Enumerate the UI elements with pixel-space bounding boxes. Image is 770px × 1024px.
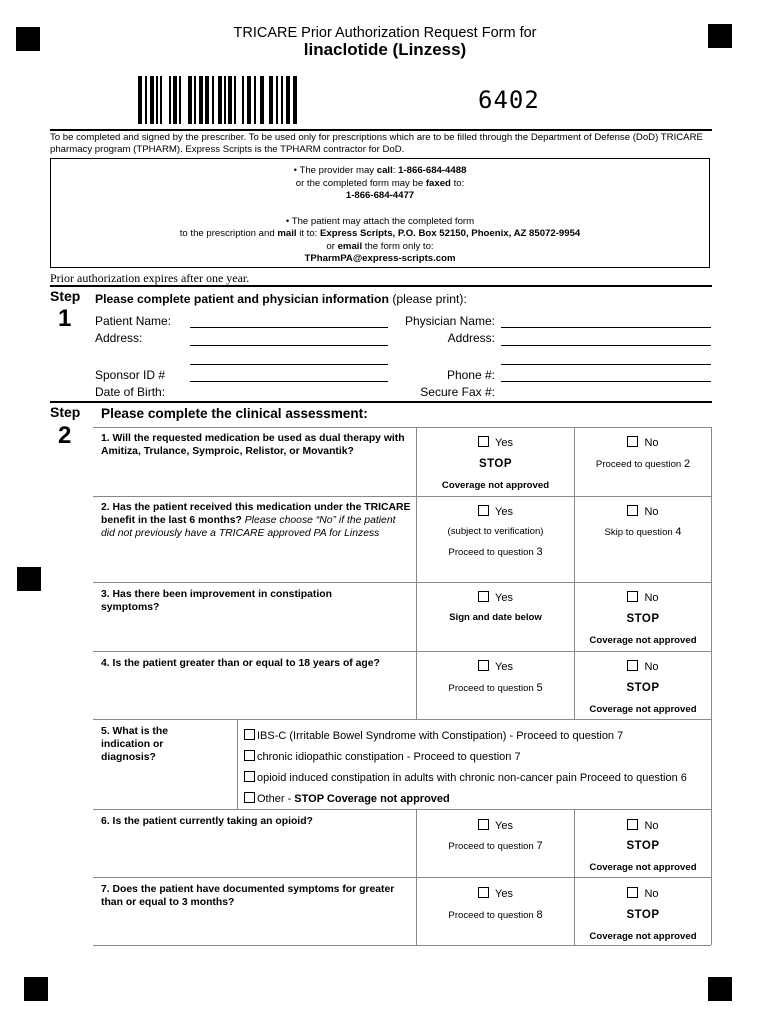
fax-number[interactable]: 1-866-684-4477 [345,190,415,201]
registration-mark-middle-left [17,567,41,591]
q4-no-checkbox[interactable] [627,660,638,671]
question-3: 3. Has there been improvement in constipation symptoms? [101,589,332,613]
q7-yes-action: Proceed to question 8 [448,909,543,921]
question-6: 6. Is the patient currently taking an opioid? [101,816,313,827]
step2-label: Step [50,404,81,420]
q7-no-option[interactable]: No [575,887,711,900]
address-label: Address: [95,331,143,345]
table-rule-q5 [93,809,711,810]
step1-rule [50,285,712,287]
q2-no-checkbox[interactable] [627,505,638,516]
q1-no-checkbox[interactable] [627,436,638,447]
email-address[interactable]: TPharmPA@express-scripts.com [304,253,456,264]
q3-yes-checkbox[interactable] [478,591,489,602]
form-title: TRICARE Prior Authorization Request Form for [233,25,537,41]
q1-yes-option[interactable]: Yes [417,436,574,449]
q6-yes-action: Proceed to question 7 [448,840,543,852]
mail-address: Express Scripts, P.O. Box 52150, Phoenix, AZ 85072-9954 [320,228,581,239]
provider-phone[interactable]: 1-866-684-4488 [398,165,467,176]
q5-option-chronic-idiopathic[interactable]: chronic idiopathic constipation - Proceed to question 7 [244,750,521,763]
q5-ibs-c-checkbox[interactable] [244,729,255,740]
dob-label: Date of Birth: [95,385,166,399]
contact-box-content [50,165,710,266]
email-line: or email the form only to: [326,240,434,252]
physician-name-field[interactable] [501,327,711,328]
q4-yes-checkbox[interactable] [478,660,489,671]
step1-label: Step [50,288,81,304]
address-field-2[interactable] [190,364,388,365]
registration-mark-bottom-right [708,977,732,1001]
q5-option-ibs-c[interactable]: IBS-C (Irritable Bowel Syndrome with Constipation) - Proceed to question 7 [244,729,623,742]
expiry-note: Prior authorization expires after one year. [50,271,250,285]
q1-yes-checkbox[interactable] [478,436,489,447]
question-2: 2. Has the patient received this medication under the TRICARE benefit in the last 6 months? Please choose “No” if the patient did not previously have a TRICARE approved PA for Linzess [101,502,411,539]
table-rule-q6 [93,877,711,878]
sponsor-id-label: Sponsor ID # [95,368,166,382]
q7-yes-option[interactable]: Yes [417,887,574,900]
physician-address-label: Address: [447,331,495,345]
table-rule-bottom [93,945,711,946]
step1-number: 1 [58,305,72,332]
q5-option-other[interactable]: Other - STOP Coverage not approved [244,792,450,805]
q4-yes-action: Proceed to question 5 [448,682,543,694]
step2-heading: Please complete the clinical assessment: [101,406,368,421]
q5-option-opioid-induced[interactable]: opioid induced constipation in adults with chronic non-cancer pain Proceed to question 6 [244,771,687,784]
table-rule-q3 [93,651,711,652]
q6-no-action: STOP [626,840,660,852]
q5-other-checkbox[interactable] [244,792,255,803]
mail-line: to the prescription and mail it to: Express Scripts, P.O. Box 52150, Phoenix, AZ 85072-9954 [179,228,581,239]
q4-yes-option[interactable]: Yes [417,660,574,673]
phone-label: Phone #: [446,368,495,382]
physician-address-field-2[interactable] [501,364,711,365]
patient-attach-line: • The patient may attach the completed form [285,215,475,227]
form-number: 6402 [478,86,540,114]
q6-no-checkbox[interactable] [627,819,638,830]
q3-no-note: Coverage not approved [589,635,697,646]
q1-no-action: Proceed to question 2 [595,458,691,470]
patient-name-label: Patient Name: [95,314,172,328]
table-rule-top [93,427,711,428]
q5-chronic-idiopathic-checkbox[interactable] [244,750,255,761]
no-col-left-a [574,427,575,719]
q4-no-note: Coverage not approved [589,704,697,715]
q6-yes-checkbox[interactable] [478,819,489,830]
q2-yes-action: Proceed to question 3 [448,546,543,558]
q7-no-action: STOP [626,909,660,921]
address-field-1[interactable] [190,345,388,346]
q5-options-left [237,719,238,809]
q3-no-action: STOP [626,613,660,625]
q2-yes-checkbox[interactable] [478,505,489,516]
q1-yes-action: STOP [478,458,513,470]
table-rule-q2 [93,582,711,583]
barcode [138,76,300,124]
table-right-edge [711,427,712,945]
fax-line: or the completed form may be faxed to: [295,177,465,189]
q2-yes-option[interactable]: Yes [417,505,574,518]
call-line: • The provider may call: 1-866-684-4488 [293,165,467,176]
secure-fax-label: Secure Fax #: [420,385,495,399]
question-4: 4. Is the patient greater than or equal to 18 years of age? [101,658,380,669]
q7-no-note: Coverage not approved [589,931,697,942]
q6-no-option[interactable]: No [575,819,711,832]
step2-number: 2 [58,422,72,449]
step2-rule [50,401,712,403]
q2-no-action: Skip to question 4 [604,526,682,538]
q3-no-option[interactable]: No [575,591,711,604]
intro-text: To be completed and signed by the prescriber. To be used only for prescriptions which are to be filled through the Department of Defense (DoD) TRICARE pharmacy program (TPHARM). Express Scripts is the TPHARM contractor for DoD. [50,132,703,155]
q2-no-option[interactable]: No [575,505,711,518]
q2-yes-note: (subject to verification) [447,526,544,537]
table-rule-q1 [93,496,711,497]
patient-name-field[interactable] [190,327,388,328]
q7-yes-checkbox[interactable] [478,887,489,898]
question-5: 5. What is the indication or diagnosis? [101,726,168,763]
q3-yes-action: Sign and date below [449,612,542,623]
q3-no-checkbox[interactable] [627,591,638,602]
q6-yes-option[interactable]: Yes [417,819,574,832]
question-7: 7. Does the patient have documented symptoms for greater than or equal to 3 months? [101,884,395,908]
q7-no-checkbox[interactable] [627,887,638,898]
q3-yes-option[interactable]: Yes [417,591,574,604]
q5-opioid-induced-checkbox[interactable] [244,771,255,782]
sponsor-id-field[interactable] [190,381,388,382]
phone-field[interactable] [501,381,711,382]
q1-no-option[interactable]: No [575,436,711,449]
registration-mark-bottom-left [24,977,48,1001]
question-1: 1. Will the requested medication be used as dual therapy with Amitiza, Trulance, Symproic, Relistor, or Movantik? [101,433,405,457]
q1-yes-note: Coverage not approved [441,480,550,491]
drug-name: linaclotide (Linzess) [303,40,467,59]
q6-no-note: Coverage not approved [589,862,697,873]
step1-heading: Please complete patient and physician information (please print): [95,292,467,306]
q4-no-action: STOP [626,682,660,694]
header-rule [50,129,712,131]
q4-no-option[interactable]: No [575,660,711,673]
physician-name-label: Physician Name: [404,314,495,328]
table-rule-q4 [93,719,711,720]
physician-address-field-1[interactable] [501,345,711,346]
